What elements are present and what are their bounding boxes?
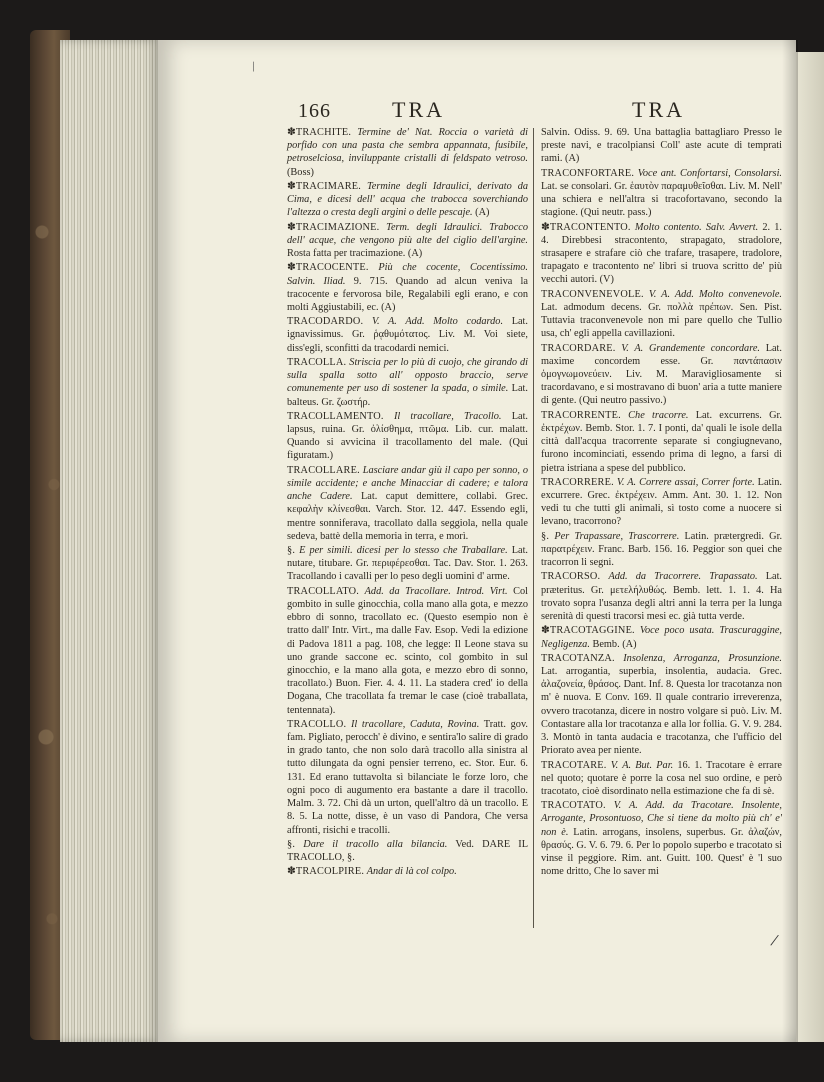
entry-definition: Striscia per lo più di cuojo, che girando di sulla spalla sotto all' opposto braccio, serve comunemente per uso di sostener la spada, o simile. — [287, 356, 528, 395]
entry-definition: V. A. Add. Molto convenevole. — [648, 288, 782, 300]
entry-headword: TRACOTATO. — [541, 800, 606, 812]
dictionary-entry — [287, 180, 528, 220]
running-head-left: TRA — [392, 97, 445, 122]
entry-headword: TRACOTANZA. — [541, 652, 615, 664]
entry-headword: TRACONFORTARE. — [541, 167, 635, 179]
entry-citation: Lat. præteritus. Gr. μετελήλυθώς. Bemb. lett. 1. 1. 4. Ha trovato sopra l'usanza degli altri anni la terra per la lunga serenità di questi tracorsi mesi ec. già tutta verde. — [541, 571, 783, 623]
entry-citation: Tratt. gov. fam. Pigliato, perocch' è divino, e sentira'lo salire di grado in grado tanto, che non solo darà tracollo alla sinistra al tutto dilungata da ogni pensier terreno, ec. Stor. Eur. 6. 131. Ed erano tuttavolta sì bilanciate le forze loro, che ogni poco di augumento era bastante a dare il tracollo. Malm. 3. 72. Chi dà un urton, quell'altro dà un tracollo. E 8. 5. La notte, disse, è un vaso di Pandora, Che versa affronti, risichi e tracolli. — [287, 718, 528, 836]
entry-headword: TRACORRENTE. — [541, 409, 621, 421]
pencil-mark: / — [249, 59, 259, 76]
entry-headword: ✽TRACIMARE. — [287, 180, 362, 192]
dictionary-entry — [541, 476, 782, 529]
entry-headword: TRACODARDO. — [287, 316, 364, 328]
dictionary-entry — [287, 718, 528, 837]
entry-headword: ✽TRACONTENTO. — [541, 221, 631, 233]
dictionary-entry — [287, 261, 528, 314]
entry-citation: 2. 1. 4. Direbbesi stracontento, strapagato, stradolore, strasapere e strafare ciò che trafare, trasapere, tradolore, trapagato e tracontento ne' libri si truova scritto de' più vecchi autori. (V) — [541, 221, 783, 286]
entry-definition: V. A. But. Par. — [610, 759, 674, 771]
dictionary-entry — [541, 799, 782, 878]
entry-definition: Add. da Tracollare. Introd. Virt. — [364, 585, 508, 597]
entry-definition: Termine degli Idraulici, derivato da Cima, e dicesi dell' acqua che trabocca soverchiando l'altezza o cresta degli argini o delle pescaje. — [287, 180, 528, 219]
entry-headword: TRACONVENEVOLE. — [541, 288, 644, 300]
entry-headword: ✽TRACOTAGGINE. — [541, 625, 635, 637]
entry-definition: Che tracorre. — [628, 409, 689, 421]
entry-citation: Latin. excurrere. Grec. ἐκτρέχειν. Amm. Ant. 30. 1. 12. Non vedi tu che tutti gli animali, sì tosto come a nuocere si levano, tracorrono? — [541, 476, 782, 528]
entry-citation: Ved. DARE IL TRACOLLO, §. — [287, 838, 529, 863]
dictionary-entry — [287, 315, 528, 355]
right-column — [541, 126, 782, 880]
entry-definition: V. A. Add. Molto codardo. — [371, 316, 504, 328]
entry-citation: (Boss) — [287, 166, 314, 178]
entry-citation: Lat. lapsus, ruina. Gr. ὀλίσθημα, πτῶμα. Lib. cur. malatt. Quando si avvicina il tracollamento del male. (Qui figuratam.) — [287, 410, 529, 462]
page-number: 166 — [298, 100, 331, 122]
entry-citation: Lat. arrogantia, superbia, insolentia, audacia. Grec. ἀλαζονεία, θράσος. Dant. Inf. 8. Questa lor tracotanza non m' è nuova. E Conv. 169. Il quale contrario irreverenza, ovvero tracotanza, dicere in nostro volgare si può. Liv. M. Contastare alla lor tracotanza e alla lor follia. G. V. 9. 284. 3. Montò in tanta audacia e tracotanza, che l'ufficio del Priorato avea per niente. — [541, 666, 782, 757]
dictionary-entry — [287, 865, 528, 878]
page-edges — [60, 40, 160, 1042]
entry-citation: (A) — [472, 207, 490, 219]
entry-definition: Dare il tracollo alla bilancia. — [303, 838, 448, 850]
entry-citation: Lat. balteus. Gr. ζωστήρ. — [287, 383, 528, 408]
entry-definition: Il tracollare, Tracollo. — [393, 410, 502, 422]
dictionary-entry — [287, 585, 528, 717]
entry-headword: TRACORSO. — [541, 571, 601, 583]
dictionary-entry — [287, 221, 528, 261]
entry-definition: Voce poco usata. Trascuraggine, Negligenza. — [541, 625, 782, 650]
entry-definition: V. A. Correre assai, Correr forte. — [616, 476, 755, 488]
entry-headword: ✽TRACIMAZIONE. — [287, 221, 380, 233]
entry-definition: Lasciare andar giù il capo per sonno, o simile accidente; e anche Minacciar di cadere; e talora anche Cadere. — [287, 464, 528, 503]
entry-citation: Lat. admodum decens. Gr. πολλὰ πρέπων. Sen. Pist. Tuttavia traconvenevole non mi pare quello che Tullio usa, ch' egli appella cavillazioni. — [541, 301, 782, 340]
entry-definition: Term. degli Idraulici. Trabocco dell' acque, che vengono più alte del ciglio dell'argine. — [287, 221, 528, 246]
dictionary-entry — [541, 570, 782, 623]
entry-citation: Lat. se consolari. Gr. ἑαυτὸν παραμυθεῖσθαι. Liv. M. Nell' una schiera e nell'altra si tracofortavano, secondo la stagione. (Qui neutr. pass.) — [541, 180, 782, 219]
dictionary-entry — [541, 167, 782, 220]
entry-headword: §. — [287, 545, 296, 557]
entry-citation: 16. 1. Tracotare è errare nel quoto; quotare è porre la cosa nel suo ordine, e però tracotato, cioè disordinato nella estimazione che fa di sè. — [541, 759, 782, 797]
dictionary-entry — [541, 624, 782, 650]
entry-definition: V. A. Add. da Tracotare. Insolente, Arrogante, Prosontuoso, Che si tiene da molto più ch' e' non è. — [541, 800, 782, 838]
entry-headword: ✽TRACOLPIRE. — [287, 866, 365, 878]
entry-citation: Lat. maxime concordem esse. Gr. παντάπασιν ὁμογνωμονεύειν. Liv. M. Maravigliosamente si tracordavano, e si mostravano di buon' aria a tutte maniere di gente. (Qui neutro passivo.) — [541, 342, 782, 407]
pencil-mark-right: / — [769, 929, 781, 951]
entry-citation: Lat. excurrens. Gr. ἐκτρέχων. Bemb. Stor. 1. 7. I ponti, da' quali le isole della città dall'acqua tracorrente separate si congiugnevano, furono incominciati, essendo prima di legno, a farsi di pietra istriana a spese del pubblico. — [541, 409, 782, 474]
entry-definition: V. A. Grandemente concordare. — [621, 342, 760, 354]
entry-headword: TRACORRERE. — [541, 476, 614, 488]
entry-citation: Lat. caput demittere, collabi. Grec. κεφαλὴν κλίνεσθαι. Varch. Stor. 12. 447. Essendo egli, mentre sonniferava, tracollato dalla seggiola, nella quale sedeva, battè della memoria in terra, e morì. — [287, 491, 529, 542]
entry-headword: ✽TRACHITE. — [287, 127, 352, 138]
dictionary-entry — [541, 288, 782, 341]
running-head-right: TRA — [632, 97, 685, 122]
dictionary-entry — [541, 759, 782, 799]
entry-headword: §. — [287, 838, 296, 850]
column-divider — [533, 128, 534, 928]
entry-citation: Col gombito in sulle ginocchia, colla mano alla gota, e mezzo ebbro di sonno, tracollato ec. (Questo esempio non è tratto dall' Intr. Virt., ma dalle Fav. Esop. Vedi la edizione di Padova 1811 a pag. 108, che legge: Il Leone stava su uno grande saccone ec. scinto, col gombito in sul ginocchio, e la mano alla gota, e mezzo ebro di sonno, tracollato.) Buon. Fier. 4. 4. 11. La stadera cred' io della Dogana, Che tracollata fa tremar le case (cioè traballata, tentennata). — [287, 585, 529, 716]
entry-citation: Lat. nutare, titubare. Gr. περιφέρεσθαι. Tac. Dav. Stor. 1. 263. Tracollando i cavalli per lo peso degli uomini d' arme. — [287, 545, 529, 583]
entry-headword: TRACORDARE. — [541, 342, 616, 354]
entry-definition: E per simili. dicesi per lo stesso che Traballare. — [299, 545, 508, 557]
entry-citation: Latin. prætergredi. Gr. παρατρέχειν. Franc. Barb. 156. 16. Peggior son quei che tracorron li segni. — [541, 530, 783, 569]
entry-definition: Termine de' Nat. Roccia o varietà di porfido con una pasta che sembra appannata, fusibile, petroselciosa, inviluppante cristalli di feldspato vetroso. — [287, 127, 529, 165]
dictionary-entry — [541, 652, 782, 758]
entry-headword: TRACOTARE. — [541, 759, 607, 771]
dictionary-entry — [287, 356, 528, 409]
entry-headword: TRACOLLARE. — [287, 464, 360, 476]
entry-headword: TRACOLLO. — [287, 718, 347, 730]
entry-citation: Latin. arrogans, insolens, superbus. Gr. ἀλαζών, θρασύς. G. V. 6. 79. 6. Per lo popolo superbo e tracotato si vinse il peggiore. Rim. ant. Guitt. 100. Quest' è 'l suo nome dritto, Che lo saver mi — [541, 826, 782, 878]
dictionary-entry — [541, 530, 782, 570]
dictionary-entry — [287, 464, 528, 543]
entry-headword: §. — [541, 530, 550, 542]
entry-definition: Andar di là col colpo. — [366, 866, 457, 878]
entry-citation: Lat. ignavissimus. Gr. ῥᾳθυμότατος. Liv. M. Voi siete, diss'egli, sconfitti da tracodardi nemici. — [287, 316, 528, 354]
entry-citation: 9. 715. Quando ad alcun veniva la tracocente e fervorosa bile, Regalabili egli erano, e con molti Aggiustabili, ec. (A) — [287, 275, 528, 313]
dictionary-entry — [287, 126, 528, 179]
entry-definition: Molto contento. Salv. Avvert. — [634, 221, 759, 233]
dictionary-entry — [541, 342, 782, 408]
entry-definition: Per Trapassare, Trascorrere. — [554, 530, 680, 542]
dictionary-entry — [287, 544, 528, 584]
entry-definition: Add. da Tracorrere. Trapassato. — [608, 571, 758, 583]
entry-definition: Voce ant. Confortarsi, Consolarsi. — [637, 167, 783, 179]
dictionary-entry — [541, 126, 782, 166]
facing-page-edge — [796, 52, 824, 1042]
entry-citation: Rosta fatta per tracimazione. (A) — [287, 248, 423, 260]
entry-definition: Insolenza, Arroganza, Prosunzione. — [623, 652, 782, 664]
gutter-shadow — [782, 40, 798, 1042]
entry-definition: Più che cocente, Cocentissimo. Salvin. Iliad. — [287, 262, 529, 287]
entry-citation: Bemb. (A) — [589, 638, 637, 650]
entry-citation: Salvin. Odiss. 9. 69. Una battaglia battagliaro Presso le preste navi, e tracolpiansi Coll' aste acute di temprati rami. (A) — [541, 127, 782, 165]
entry-headword: TRACOLLAMENTO. — [287, 410, 384, 422]
dictionary-entry — [287, 838, 528, 864]
dictionary-entry — [287, 410, 528, 463]
entry-headword: TRACOLLATO. — [287, 585, 360, 597]
dictionary-entry — [541, 221, 782, 287]
entry-definition: Il tracollare, Caduta, Rovina. — [350, 718, 480, 730]
entry-headword: TRACOLLA. — [287, 356, 347, 368]
entry-headword: ✽TRACOCENTE. — [287, 262, 369, 274]
dictionary-entry — [541, 409, 782, 475]
left-column — [287, 126, 528, 880]
